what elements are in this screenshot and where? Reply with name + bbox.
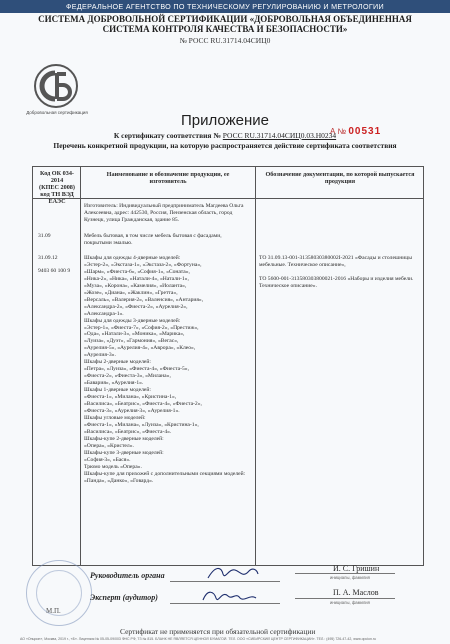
product-line: «Василиса», «Беатрис», «Фиеста-4», «Фиеста-2»,: [84, 401, 202, 408]
row2-code: 31.09.12: [38, 255, 58, 261]
product-line: «Опера», «Кристел».: [84, 442, 134, 449]
column-divider: [80, 167, 81, 565]
stamp-placeholder: М.П.: [46, 607, 61, 615]
system-title-line1: СИСТЕМА ДОБРОВОЛЬНОЙ СЕРТИФИКАЦИИ «ДОБРОВОЛЬНАЯ ОБЪЕДИНЕННАЯ: [38, 14, 412, 24]
product-line: «Фиеста-3», «Аурелия-3», «Аурелия-1».: [84, 407, 180, 414]
expert-name-caption: инициалы, фамилия: [330, 600, 370, 605]
expert-name: П. А. Маслов: [333, 588, 379, 597]
manufacturer-text: Изготовитель: Индивидуальный предприниматель Магдеева Ольга Алексеевна, адрес: 442530, Россия, Пензенская область, город Кузнецк, улица Гражданская, здание 85.: [84, 203, 244, 223]
head-sign-line: [170, 581, 280, 582]
expert-name-line: [295, 598, 395, 599]
row1-code: 31.09: [38, 233, 51, 239]
product-line: «Версаль», «Валерия-2», «Валенсия», «Антария»,: [84, 296, 204, 303]
expert-signature: [200, 586, 260, 608]
appendix-title: Приложение: [181, 112, 269, 129]
col3-header: Обозначение документации, по которой выпускается продукция: [265, 171, 415, 185]
product-line: Шкафы для одежды 4-дверные моделей:: [84, 255, 181, 261]
head-label: Руководитель органа: [90, 571, 165, 580]
product-line: «Ода», «Натали-3», «Моника», «Марика»,: [84, 331, 185, 338]
product-line: «Панда», «Данко», «Говард».: [84, 477, 154, 484]
product-line: Шкафы угловые моделей:: [84, 414, 146, 421]
product-line: «Эстер-1», «Фиеста-7», «София-2», «Престиж»,: [84, 324, 199, 331]
system-reg-number: № РОСС RU.31714.04СИЦ0: [179, 36, 271, 45]
product-line: Шкафы-купе 3-дверные моделей:: [84, 449, 164, 456]
product-line: Шкафы 2-дверные моделей:: [84, 359, 151, 366]
expert-sign-line: [170, 603, 280, 604]
product-line: Шкафы-купе для прихожей с дополнительными секциями моделей:: [84, 470, 246, 477]
product-list-title: Перечень конкретной продукции, на которую распространяется действие сертификата соответствия: [53, 141, 397, 150]
row2-tnved-code: 9403 60 100 9: [38, 268, 71, 274]
certificate-reference-number: РОСС RU.31714.04СИЦ0.03.Н0234: [222, 131, 337, 140]
product-line: Шкафы-купе 2-дверные моделей:: [84, 435, 164, 442]
head-name: И. С. Гришин: [333, 564, 380, 573]
col1-header-line: ЕАЭС: [48, 198, 66, 205]
certificate-reference-label: К сертификату соответствия №: [113, 131, 221, 140]
row2-doc-1: ТО 31.09.13-001-31358030380002I-2021 «Фасады и столешницы мебельные. Техническое описание»,: [259, 255, 412, 268]
col2-header: Наименование и обозначение продукции, ее изготовитель: [106, 171, 230, 185]
certificate-reference: [0, 131, 450, 140]
header-divider: [33, 198, 423, 199]
col1-header: [34, 170, 80, 205]
col1-header-line: код ТН ВЭД: [40, 191, 74, 198]
product-line: «Эстер-2», «Экстаза-1», «Экстаза-2», «Фортуна»,: [84, 261, 202, 268]
product-line: «Аурелия-3».: [84, 352, 116, 359]
product-line: «Шарм», «Фиеста-6», «София-1», «Соната»,: [84, 268, 190, 275]
logo-caption: Добровольная сертификация: [26, 110, 88, 115]
product-line: «Луиза», «Дуэт», «Гармония», «Вегас»,: [84, 338, 179, 345]
footer-note: Сертификат не применяется при обязательной сертификации: [120, 627, 316, 636]
product-table: [32, 166, 424, 566]
system-title: [0, 14, 450, 34]
product-line: «Фиеста-1», «Милана», «Луиза», «Кристина-1»,: [84, 421, 199, 428]
product-line: «Жозе», «Диана», «Жаклин», «Гретта»,: [84, 289, 178, 296]
col1-header-line: (КПЕС 2008): [39, 184, 75, 191]
serial-prefix: А №: [330, 127, 347, 136]
column-divider: [255, 167, 256, 565]
expert-signature-row: [0, 590, 450, 608]
product-line: «Александра-2», «Фиеста-2», «Аурелия-2»,: [84, 303, 188, 310]
product-line: «Муза», «Корона», «Камелия», «Иоланта»,: [84, 282, 187, 289]
system-title-line2: СИСТЕМА КОНТРОЛЯ КАЧЕСТВА И БЕЗОПАСНОСТИ»: [102, 24, 348, 34]
expert-label: Эксперт (аудитор): [90, 593, 158, 602]
product-line: «Бавария», «Аурелия-1».: [84, 380, 144, 387]
product-line: Шкафы 1-дверные моделей:: [84, 387, 151, 394]
serial-value: 00531: [348, 126, 382, 137]
agency-banner: ФЕДЕРАЛЬНОЕ АГЕНТСТВО ПО ТЕХНИЧЕСКОМУ РЕГУЛИРОВАНИЮ И МЕТРОЛОГИИ: [0, 0, 450, 13]
product-line: «Василиса», «Беатрис», «Фиеста-4».: [84, 428, 172, 435]
head-signature-row: [0, 564, 450, 586]
row2-product-list: [84, 255, 254, 484]
product-line: Шкафы для одежды 3-дверные моделей:: [84, 317, 181, 324]
product-line: «Фиеста-2», «Фиеста-3», «Милана»,: [84, 373, 171, 380]
head-name-caption: инициалы, фамилия: [330, 575, 370, 580]
row1-product: Мебель бытовая, в том числе мебель бытовая с фасадами, покрытыми эмалью.: [84, 233, 222, 246]
product-line: «Александра-1».: [84, 310, 124, 317]
head-name-line: [295, 573, 395, 574]
product-line: Трюмо модель «Опера».: [84, 463, 142, 470]
product-line: «Аурелия-5», «Аурелия-4», «Аврора», «Клео»,: [84, 345, 196, 352]
product-line: «Петра», «Луиза», «Фиеста-4», «Фиеста-5»,: [84, 366, 189, 373]
col1-header-line: Код ОК 034-2014: [40, 170, 74, 184]
row2-doc-2: ТО 5600-001-313580303800021-2016 «Наборы и изделия мебели. Техническое описание».: [259, 276, 414, 289]
product-line: «Ника-2», «Ника», «Натали-4», «Натали-1»,: [84, 275, 189, 282]
print-imprint: АО «Опцион», Москва, 2019 г., «Б». Лицензия № 05-05-09/003 ФНС РФ, ТЗ № 815. БЛАНК НЕ ЯВЛЯЕТСЯ ЦЕННОЙ БУМАГОЙ. ТЕЛ. ООО «СИБИРСКИЙ ЦЕНТР СЕРТИФИКАЦИИ». ТЕЛ.: (495) 726-47-42, www.opcion.ru: [20, 637, 377, 641]
sb-logo: [33, 63, 79, 109]
product-line: «София-3», «Бася».: [84, 456, 131, 463]
product-line: «Фиеста-1», «Милана», «Кристина-1»,: [84, 394, 177, 401]
